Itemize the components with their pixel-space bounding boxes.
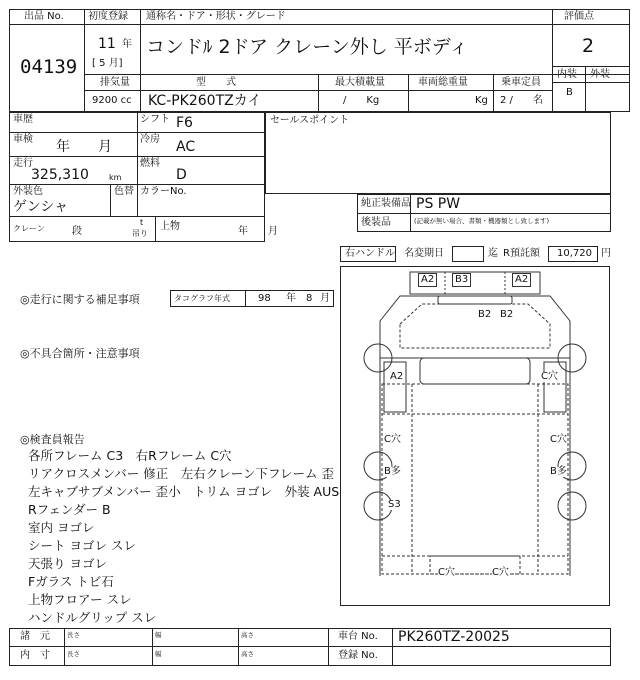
inspector-line: 上物フロアー スレ (28, 592, 132, 607)
mount-label: 上物 (160, 221, 180, 232)
inspector-line: ハンドルグリップ スレ (28, 610, 157, 625)
car-name-label: 通称名・ドア・形状・グレード (146, 11, 286, 22)
mark-rear-left: C穴 (438, 567, 455, 578)
interior-grade-label: 内装 (557, 69, 577, 80)
inspector-line: シート ヨゴレ スレ (28, 538, 136, 553)
ac-label: 冷房 (140, 134, 160, 145)
tachograph-month: 8 (306, 293, 313, 304)
crane-lift: 吊り (132, 229, 148, 238)
chassis-label: 車台 No. (338, 631, 378, 642)
height-label-2: 高さ (241, 650, 254, 658)
year-unit: 年 (122, 39, 132, 50)
r-mileage-label: R預託額 (503, 248, 540, 259)
inspector-line: Rフェンダー B (28, 502, 111, 517)
tachograph-year-unit: 年 (286, 293, 296, 304)
bed-outline (382, 384, 568, 574)
inspection-value: 年 月 (56, 139, 112, 155)
color-code-label: カラーNo. (140, 186, 187, 197)
inspector-line: リアクロスメンバー 修正 左右クレーン下フレーム 歪 (28, 466, 334, 481)
mileage-value: 325,310 (31, 167, 89, 183)
fuel-label: 燃料 (140, 158, 160, 169)
fuel-value: D (176, 167, 187, 183)
inspection-label: 車検 (13, 134, 33, 145)
footer-frame (9, 628, 611, 666)
model-value: KC-PK260TZカイ (148, 93, 262, 109)
exterior-grade-label: 外装 (590, 69, 610, 80)
mark-left-door: A2 (390, 371, 404, 382)
left-door (384, 362, 406, 412)
displacement-value: 9200 cc (92, 95, 132, 106)
gross-weight-value: Kg (475, 95, 488, 106)
inspector-line: 各所フレーム C3 右Rフレーム C穴 (28, 448, 232, 463)
specs-label: 諸 元 (20, 631, 50, 642)
mark-right-mid: B多 (550, 466, 567, 477)
width-label: 幅 (155, 631, 162, 639)
lot-label: 出品 No. (24, 11, 64, 22)
chassis-value: PK260TZ-20025 (398, 629, 510, 645)
capacity-value: 2 / 名 (500, 95, 543, 106)
color-value: ゲンシャ (13, 199, 69, 215)
mark-left-mid: B多 (384, 466, 401, 477)
aftermarket-note: (記載が無い場合、書類・機器類とし致します) (414, 217, 550, 225)
width-label-2: 幅 (155, 650, 162, 658)
equipment-value: PS PW (416, 196, 461, 212)
crane-stage: 段 (72, 226, 82, 237)
defects-label: ◎不具合箇所・注意事項 (20, 347, 140, 360)
tachograph-month-unit: 月 (320, 293, 330, 304)
grade-value: 2 (582, 35, 595, 57)
sales-point-label: セールスポイント (270, 115, 350, 126)
yen-label: 円 (601, 248, 611, 259)
model-label: 型 式 (196, 77, 236, 88)
mount-date: 年 月 (238, 226, 278, 237)
length-label-2: 長さ (67, 650, 80, 658)
color-no-label: 色替 (114, 186, 134, 197)
shift-value: F6 (176, 115, 193, 131)
inspector-line: 左キャブサブメンバー 歪小 トリム ヨゴレ 外装 AUS (28, 484, 340, 499)
history-label: 車歴 (13, 114, 33, 125)
mark-roof: B3 (452, 273, 471, 287)
first-reg-year: 11 (98, 36, 116, 52)
crane-label: クレーン (13, 224, 45, 233)
lot-number: 04139 (20, 56, 78, 78)
right-door (544, 362, 566, 412)
car-name: コンドﾙ 2ドア クレーン外し 平ボディ (146, 36, 469, 58)
tachograph-label: タコグラフ年式 (174, 294, 230, 303)
windshield (400, 304, 550, 348)
first-reg-label: 初度登録 (88, 11, 128, 22)
cab-front (420, 358, 530, 384)
name-change-box (452, 246, 484, 262)
cab-outline (380, 296, 570, 358)
mark-windshield: B2 (478, 309, 492, 320)
inspector-line: 室内 ヨゴレ (28, 520, 95, 535)
supplement-label: ◎走行に関する補足事項 (20, 293, 140, 306)
gross-weight-label: 車両総重量 (418, 77, 468, 88)
capacity-label: 乗車定員 (501, 77, 541, 88)
inspector-line: Fガラス トビ石 (28, 574, 114, 589)
mileage-unit: km (109, 173, 122, 182)
max-load-label: 最大積載量 (335, 77, 385, 88)
ac-value: AC (176, 139, 196, 155)
max-load-value: / Kg (343, 95, 380, 106)
tachograph-year: 98 (258, 293, 271, 304)
color-label: 外装色 (13, 186, 43, 197)
shift-label: シフト (140, 114, 170, 125)
crane-t: t (140, 218, 144, 227)
height-label: 高さ (241, 631, 254, 639)
mark-rear-right: C穴 (492, 567, 509, 578)
steering-value: 右ハンドル (345, 248, 395, 259)
interior-dim-label: 内 寸 (20, 650, 50, 661)
mark-left-frame: C穴 (384, 434, 401, 445)
mileage-label: 走行 (13, 158, 33, 169)
interior-grade: B (566, 87, 573, 98)
displacement-label: 排気量 (100, 77, 130, 88)
length-label: 長さ (67, 631, 80, 639)
mark-windshield-2: B2 (500, 309, 514, 320)
inspector-label: ◎検査員報告 (20, 433, 85, 446)
truck-diagram (340, 266, 610, 606)
mark-cab-left: A2 (418, 273, 437, 287)
grade-label: 評価点 (564, 11, 594, 22)
mark-right-door: C穴 (541, 371, 558, 382)
mark-right-frame: C穴 (550, 434, 567, 445)
aftermarket-label: 後装品 (361, 217, 391, 228)
inspector-line: 天張り ヨゴレ (28, 556, 107, 571)
r-amount-value: 10,720 (557, 248, 592, 259)
roof-marker (438, 296, 512, 304)
wheel-rear-right (558, 492, 586, 520)
first-reg-month: [ 5 月] (92, 58, 123, 69)
mark-left-rear: S3 (388, 499, 401, 510)
name-change-label: 名変期日 (404, 248, 444, 259)
equipment-label: 純正装備品 (361, 198, 411, 209)
mark-cab-right: A2 (512, 273, 531, 287)
ko-label: 迄 (488, 248, 498, 259)
reg-label: 登録 No. (338, 650, 378, 661)
